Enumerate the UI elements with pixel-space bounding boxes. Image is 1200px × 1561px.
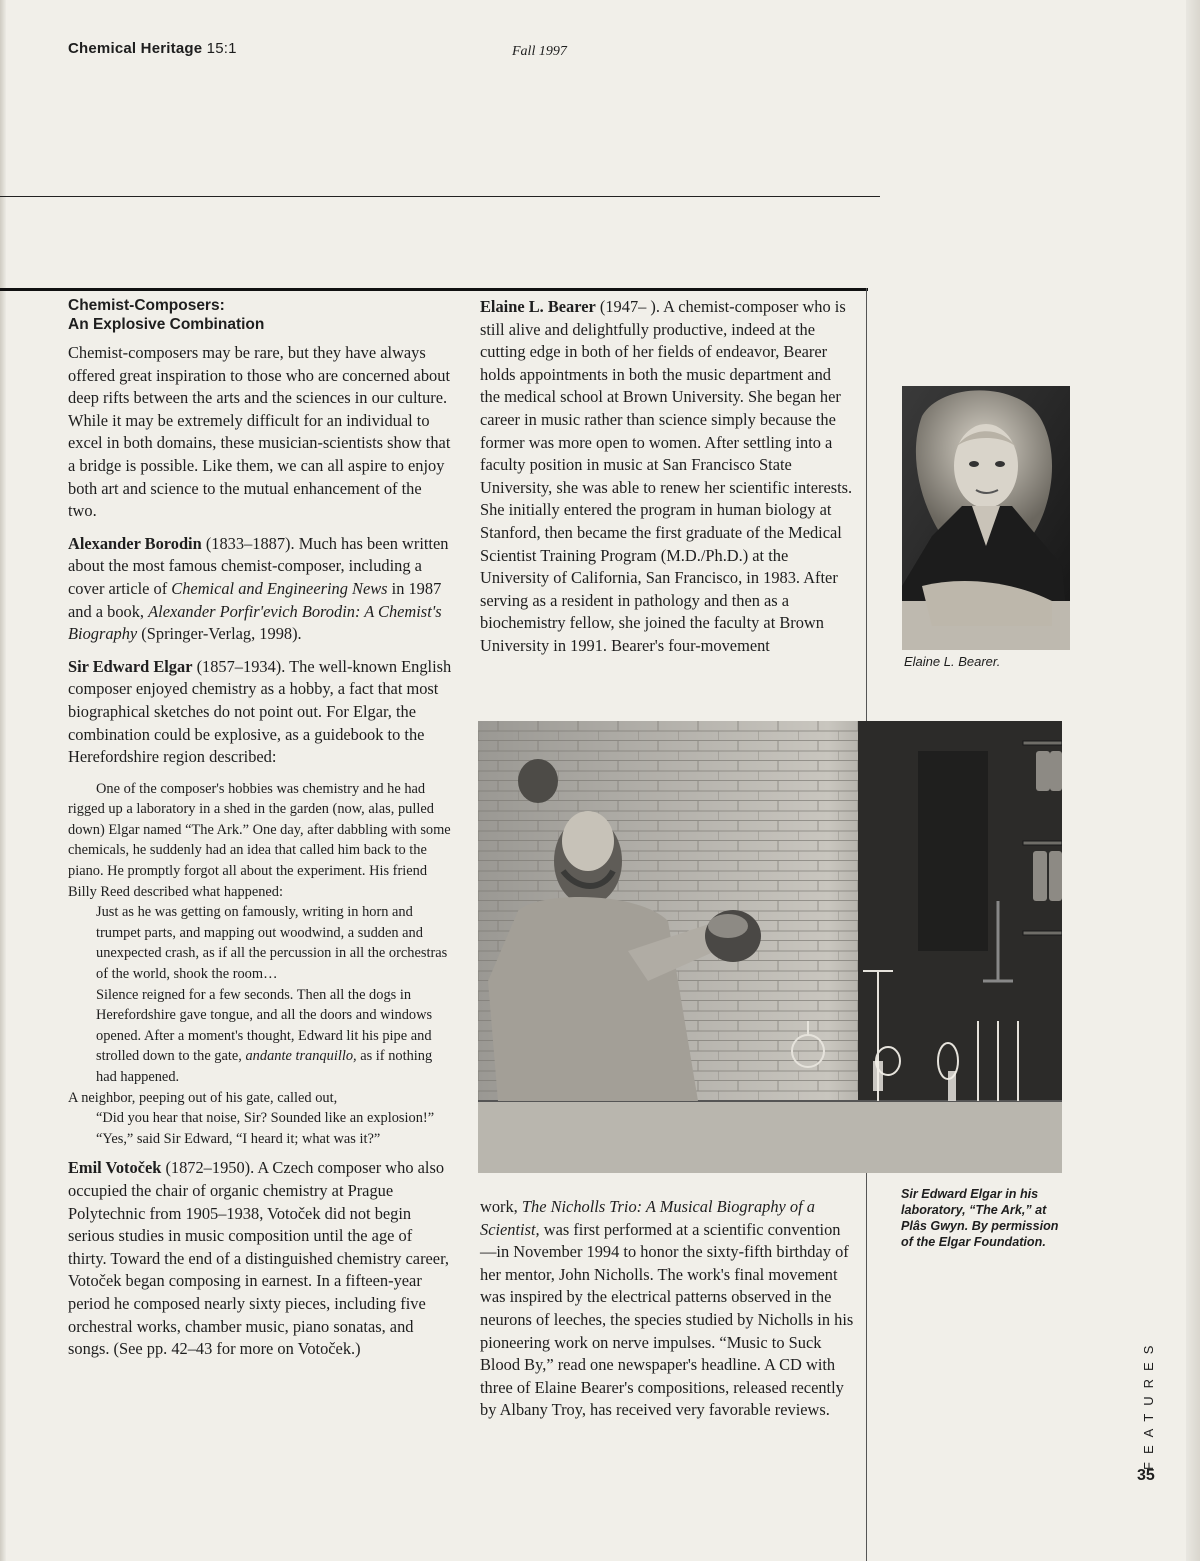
left-column [68,296,452,1371]
bearer-photo-caption: Elaine L. Bearer. [904,654,1001,669]
portrait-illustration [902,386,1070,650]
elgar-paragraph: Sir Edward Elgar (1857–1934). The well-known English composer enjoyed chemistry as a hobby, a fact that most biographical sketches do not point out. For Elgar, the combination could be explosive, as a guidebook to the Herefordshire region described: [68,656,452,767]
middle-column-top [480,296,855,668]
intro-paragraph: Chemist-composers may be rare, but they have always offered great inspiration to those who are concerned about deep rifts between the arts and the sciences in our culture. While it may be extremely difficult for an individual to excel in both domains, these musician-scientists show that a bridge is possible. Like them, we can all aspire to enjoy both art and science to the mutual enhancement of the two. [68,343,451,521]
page-spine-shadow [0,0,6,1561]
header-rule [0,196,880,197]
elgar-quote: One of the composer's hobbies was chemistry and he had rigged up a laboratory in a shed in the garden (now, alas, pulled down) Elgar named “The Ark.” One day, after dabbling with some chemicals, he suddenly had an idea that called him back to the piano. He promptly forgot all about the experiment. His friend Billy Reed described what happened: Just as he was getting on famously, writing in horn and trumpet parts, and mapping out woodwind, a sudden and unexpected crash, as if all the percussion in all the orchestras of the world, shook the room… Silence reigned for a few seconds. Then all the dogs in Herefordshire gave tongue, and all the doors and windows opened. After a moment's thought, Edward lit his pipe and strolled down to the gate, andante tranquillo, as if nothing had happened. A neighbor, peeping out of his gate, called out, “Did you hear that noise, Sir? Sounded like an explosion!” “Yes,” said Sir Edward, “I heard it; what was it?” [68,780,451,1147]
section-title: Chemist-Composers: An Explosive Combination [68,297,265,333]
running-header-magazine [68,40,237,57]
elgar-photo-caption: Sir Edward Elgar in his laboratory, “The Ark,” at Plâs Gwyn. By permission of the Elgar Foundation. [901,1187,1059,1249]
middle-column-bottom [480,1196,855,1432]
running-header-date: Fall 1997 [512,44,567,59]
section-label-vertical: FEATURES [1141,1337,1156,1470]
bearer-paragraph: Elaine L. Bearer (1947– ). A chemist-composer who is still alive and delightfully productive, indeed at the cutting edge in both of her fields of endeavor, Bearer holds appointments in both the music department and the medical school at Brown University. She began her career in music rather than science simply because the former was more open to women. After settling into a faculty position in music at San Francisco State University, she was able to renew her scientific interests. She initially entered the program in human biology at Stanford, then became the first graduate of the Medical Scientist Training Program (M.D./Ph.D.) at the University of California, San Francisco, in 1983. After serving as a resident in pathology and then as a biochemistry fellow, she joined the faculty at Brown University in 1991. Bearer's four-movement [480,297,853,655]
borodin-paragraph: Alexander Borodin (1833–1887). Much has been written about the most famous chemist-composer, including a cover article of Chemical and Engineering News in 1987 and a book, Alexander Porfir'evich Borodin: A Chemist's Biography (Springer-Verlag, 1998). [68,533,449,644]
page-number: 35 [1137,1467,1155,1484]
magazine-title: Chemical Heritage [68,40,203,57]
issue-number: 15:1 [206,40,237,57]
laboratory-illustration [478,721,1062,1173]
bearer-portrait-photo [902,386,1070,650]
page-edge-shadow [1186,0,1200,1561]
votocek-paragraph: Emil Votoček (1872–1950). A Czech composer who also occupied the chair of organic chemistry at Prague Polytechnic from 1905–1938, Votoček did not begin serious studies in music composition until the age of thirty. Toward the end of a distinguished chemistry career, Votoček began composing in earnest. In a fifteen-year period he composed nearly sixty pieces, including five orchestral works, chamber music, piano sonatas, and songs. (See pp. 42–43 for more on Votoček.) [68,1158,449,1359]
elgar-laboratory-photo [478,721,1062,1173]
bearer-paragraph-continued: work, The Nicholls Trio: A Musical Biography of a Scientist, was first performed at a scientific convention—in November 1994 to honor the sixty-fifth birthday of her mentor, John Nicholls. The work's final movement was inspired by the electrical patterns observed in the neurons of leeches, the species studied by Nicholls in his pioneering work on nerve impulses. “Music to Suck Blood By,” read one newspaper's headline. A CD with three of Elaine Bearer's compositions, released recently by Albany Troy, has received very favorable reviews. [480,1197,854,1420]
section-rule [0,288,868,291]
